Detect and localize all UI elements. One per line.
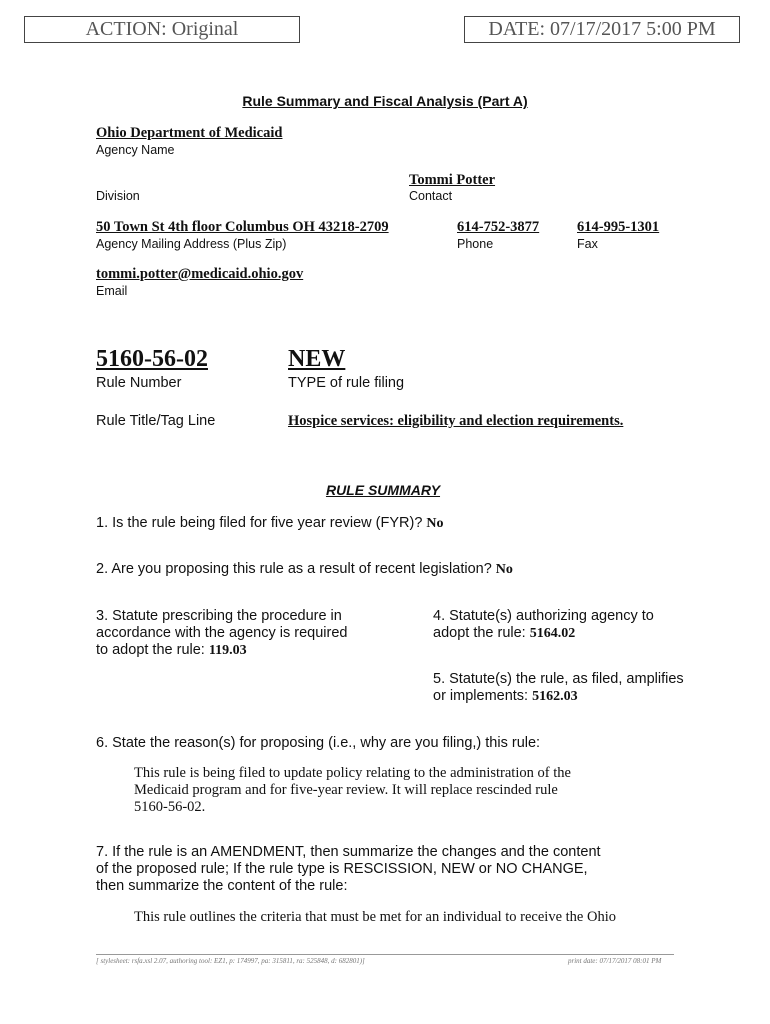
rule-summary-heading: RULE SUMMARY	[325, 482, 441, 498]
date-box	[464, 16, 740, 43]
date-text: DATE: 07/17/2017 5:00 PM	[488, 18, 716, 40]
question-3	[96, 608, 416, 659]
question-7	[96, 844, 601, 895]
email-address: tommi.potter@medicaid.ohio.gov	[96, 266, 304, 282]
question-5-line-2	[433, 688, 733, 705]
question-4-line-1: 4. Statute(s) authorizing agency to	[433, 608, 654, 624]
rule-number: 5160-56-02	[96, 346, 208, 372]
footer-print-date: print date: 07/17/2017 08:01 PM	[568, 957, 662, 965]
question-5	[433, 671, 733, 705]
question-4	[433, 608, 733, 642]
answer-6-line-3: 5160-56-02.	[134, 799, 206, 815]
contact-name: Tommi Potter	[409, 172, 496, 188]
phone-label: Phone	[457, 237, 494, 251]
question-5-line-1: 5. Statute(s) the rule, as filed, amplifies	[433, 671, 684, 687]
mailing-address-label: Agency Mailing Address (Plus Zip)	[96, 237, 287, 251]
division-label: Division	[96, 189, 140, 203]
question-7-line-3: then summarize the content of the rule:	[96, 878, 348, 894]
rule-number-label: Rule Number	[96, 375, 182, 391]
rule-type-label: TYPE of rule filing	[288, 375, 405, 391]
answer-6-line-1: This rule is being filed to update policy relating to the administration of the	[134, 765, 571, 781]
rule-type: NEW	[288, 346, 346, 372]
fax-label: Fax	[577, 237, 598, 251]
question-3-line-1: 3. Statute prescribing the procedure in	[96, 608, 342, 624]
question-2-text: 2. Are you proposing this rule as a result of recent legislation?	[96, 561, 492, 577]
fax-number: 614-995-1301	[577, 219, 660, 235]
question-1	[96, 515, 444, 532]
question-7-line-1: 7. If the rule is an AMENDMENT, then summarize the changes and the content	[96, 844, 601, 860]
question-3-line-3-text: to adopt the rule:	[96, 642, 205, 658]
answer-3: 119.03	[208, 643, 247, 658]
page-title: Rule Summary and Fiscal Analysis (Part A)	[242, 93, 528, 109]
question-4-line-2	[433, 625, 733, 642]
question-4-line-2-text: adopt the rule:	[433, 625, 526, 641]
answer-5: 5162.03	[532, 689, 578, 704]
question-1-text: 1. Is the rule being filed for five year review (FYR)?	[96, 515, 423, 531]
footer-stylesheet-info: [ stylesheet: rsfa.xsl 2.07, authoring tool: EZ1, p: 174997, pa: 315811, ra: 525848, d: 682801)]	[96, 957, 365, 965]
mailing-address: 50 Town St 4th floor Columbus OH 43218-2709	[96, 219, 389, 235]
rule-title: Hospice services: eligibility and election requirements.	[288, 413, 624, 429]
rule-title-label: Rule Title/Tag Line	[96, 413, 216, 429]
action-box	[24, 16, 300, 43]
question-6: 6. State the reason(s) for proposing (i.e., why are you filing,) this rule:	[96, 735, 541, 751]
answer-4: 5164.02	[529, 626, 576, 641]
answer-6	[134, 765, 571, 816]
agency-name: Ohio Department of Medicaid	[96, 125, 283, 141]
email-label: Email	[96, 284, 128, 298]
action-text: ACTION: Original	[85, 18, 239, 40]
answer-6-line-2: Medicaid program and for five-year review. It will replace rescinded rule	[134, 782, 558, 798]
question-3-line-2: accordance with the agency is required	[96, 625, 348, 641]
footer-divider	[96, 954, 674, 955]
question-5-line-2-text: or implements:	[433, 688, 529, 704]
question-7-line-2: of the proposed rule; If the rule type is RESCISSION, NEW or NO CHANGE,	[96, 861, 588, 877]
contact-label: Contact	[409, 189, 453, 203]
answer-2: No	[495, 562, 513, 577]
question-2	[96, 561, 513, 578]
question-3-line-3	[96, 642, 416, 659]
phone-number: 614-752-3877	[457, 219, 540, 235]
answer-1: No	[426, 516, 444, 531]
agency-name-label: Agency Name	[96, 143, 175, 157]
answer-7: This rule outlines the criteria that must be met for an individual to receive the Ohio	[134, 909, 616, 925]
